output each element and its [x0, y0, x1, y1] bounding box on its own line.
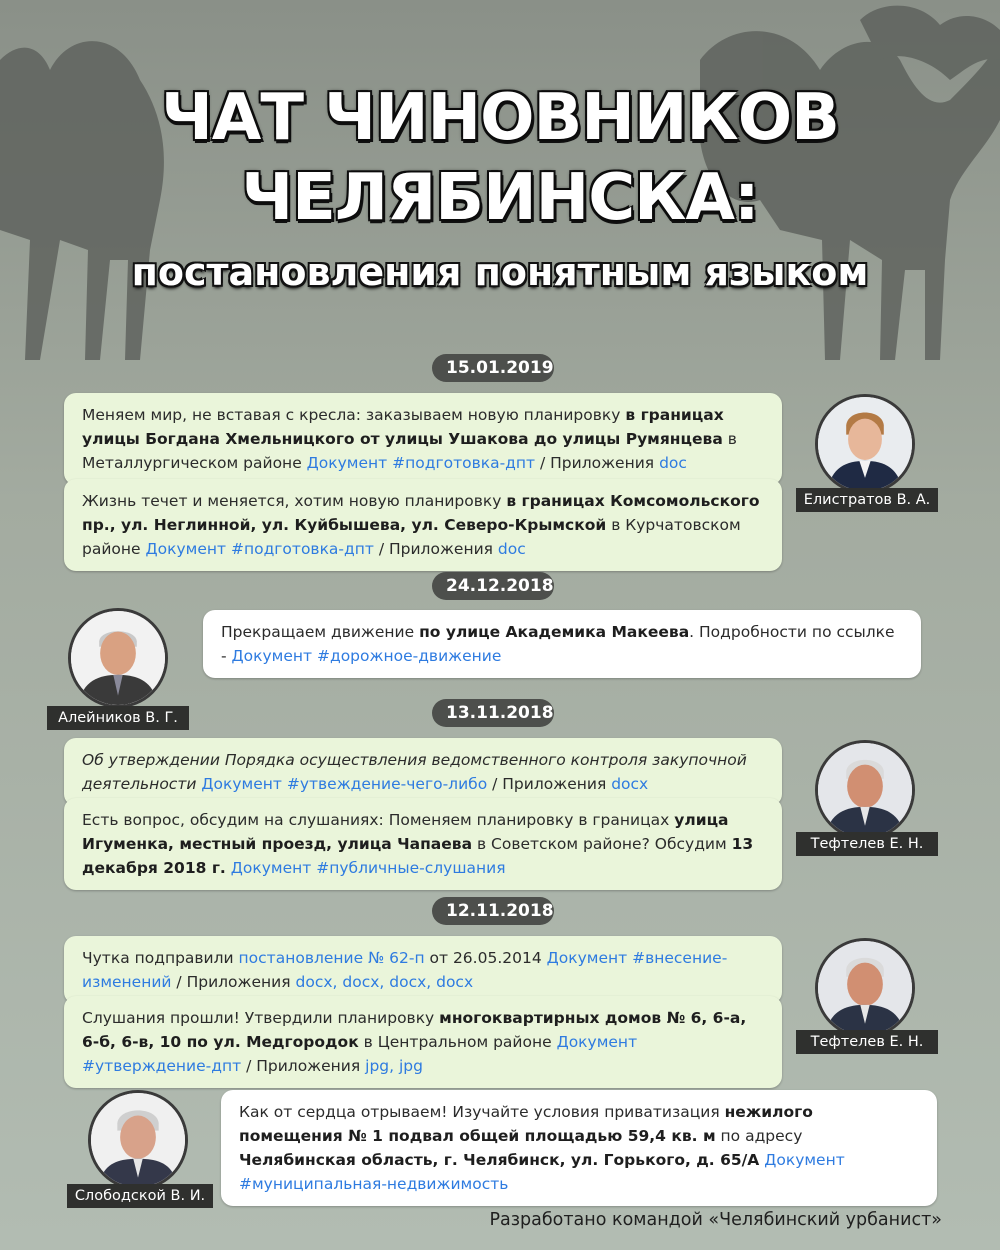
author-name: Слободской В. И. [67, 1184, 213, 1208]
message-bubble [64, 393, 782, 485]
message-bubble [64, 738, 782, 806]
message-text: Слушания прошли! Утвердили планировку [82, 1009, 440, 1027]
message-text: в Советском районе? Обсудим [472, 835, 732, 853]
person-portrait-icon [818, 941, 912, 1035]
bold-text: 13 декабря 2018 г. [82, 835, 754, 877]
avatar-elistratov[interactable] [815, 394, 915, 494]
bold-text: в границах улицы Богдана Хмельницкого от улицы Ушакова до улицы Румянцева [82, 406, 724, 448]
message-bubble [64, 479, 782, 571]
avatar-aleynikov[interactable] [68, 608, 168, 708]
message-bubble [64, 936, 782, 1004]
message-link[interactable]: doc [497, 540, 526, 558]
date-badge: 13.11.2018 [432, 699, 554, 727]
message-text: от 26.05.2014 [424, 949, 547, 967]
message-link[interactable]: #публичные-слушания [316, 859, 506, 877]
message-link[interactable]: docx [611, 775, 649, 793]
person-portrait-icon [818, 743, 912, 837]
message-text: / Приложения [535, 454, 660, 472]
message-text: Как от сердца отрываем! Изучайте условия приватизация [239, 1103, 725, 1121]
bold-text: улица Игуменка, местный проезд, улица Чапаева [82, 811, 729, 853]
message-link[interactable]: постановление № 62-п [238, 949, 425, 967]
author-name: Елистратов В. А. [796, 488, 938, 512]
person-portrait-icon [818, 397, 912, 491]
message-link[interactable]: docx, docx, docx, docx [295, 973, 474, 991]
message-link[interactable]: #утвеждение-чего-либо [286, 775, 488, 793]
bold-text: нежилого помещения № 1 подвал общей площадью 59,4 кв. м [239, 1103, 813, 1145]
message-link[interactable]: Документ [201, 775, 282, 793]
message-link[interactable]: #муниципальная-недвижимость [239, 1175, 509, 1193]
message-bubble [221, 1090, 937, 1206]
bold-text: Челябинская область, г. Челябинск, ул. Горького, д. 65/А [239, 1151, 760, 1169]
message-link[interactable]: Документ [231, 647, 313, 665]
message-text: Меняем мир, не вставая с кресла: заказываем новую планировку [82, 406, 626, 424]
message-bubble [64, 996, 782, 1088]
date-badge: 15.01.2019 [432, 354, 554, 382]
date-badge: 24.12.2018 [432, 572, 554, 600]
avatar-teftelev[interactable] [815, 938, 915, 1038]
title-line-2: ЧЕЛЯБИНСКА: [241, 161, 759, 235]
subtitle: постановления понятным языком [131, 250, 869, 294]
message-link[interactable]: Документ [546, 949, 628, 967]
message-text: / Приложения [171, 973, 296, 991]
message-text: Прекращаем движение [221, 623, 420, 641]
author-name: Алейников В. Г. [47, 706, 189, 730]
bold-text: по улице Академика Макеева [419, 623, 690, 641]
footer-credit: Разработано командой «Челябинский урбанист» [489, 1210, 942, 1230]
bold-text: в границах Комсомольского пр., ул. Неглинной, ул. Куйбышева, ул. Северо-Крымской [82, 492, 760, 534]
author-name: Тефтелев Е. Н. [796, 1030, 938, 1054]
message-link[interactable]: Документ [764, 1151, 845, 1169]
message-link[interactable]: #внесение-изменений [82, 949, 728, 991]
message-text: / Приложения [241, 1057, 366, 1075]
message-link[interactable]: jpg, jpg [365, 1057, 423, 1075]
message-link[interactable]: Документ [556, 1033, 638, 1051]
person-portrait-icon [91, 1093, 185, 1187]
message-link[interactable]: #утверждение-дпт [82, 1057, 242, 1075]
message-link[interactable]: Документ [145, 540, 227, 558]
avatar-slobodskoy[interactable] [88, 1090, 188, 1190]
author-name: Тефтелев Е. Н. [796, 832, 938, 856]
bold-text: многоквартирных домов № 6, 6-а, 6-б, 6-в, 10 по ул. Медгородок [82, 1009, 747, 1051]
message-link[interactable]: doc [659, 454, 687, 472]
message-link[interactable]: Документ [230, 859, 312, 877]
avatar-teftelev[interactable] [815, 740, 915, 840]
message-text: Жизнь течет и меняется, хотим новую планировку [82, 492, 507, 510]
person-portrait-icon [71, 611, 165, 705]
message-text: . Подробности по ссылке - [221, 623, 895, 665]
message-text: в Курчатовском районе [82, 516, 741, 558]
message-link[interactable]: #подготовка-дпт [392, 454, 536, 472]
message-text: в Центральном районе [358, 1033, 557, 1051]
message-text: по адресу [715, 1127, 803, 1145]
message-text: в Металлургическом районе [82, 430, 737, 472]
message-bubble [203, 610, 921, 678]
date-badge: 12.11.2018 [432, 897, 554, 925]
message-link[interactable]: #дорожное-движение [317, 647, 502, 665]
message-bubble [64, 798, 782, 890]
message-link[interactable]: Документ [306, 454, 388, 472]
message-text: / Приложения [373, 540, 498, 558]
title-line-1: ЧАТ ЧИНОВНИКОВ [161, 81, 839, 155]
message-text: Чутка подправили [82, 949, 239, 967]
message-text: Есть вопрос, обсудим на слушаниях: Поменяем планировку в границах [82, 811, 675, 829]
message-link[interactable]: #подготовка-дпт [230, 540, 374, 558]
italic-text: Об утверждении Порядка осуществления ведомственного контроля закупочной деятельности [82, 751, 747, 793]
message-text: / Приложения [487, 775, 612, 793]
